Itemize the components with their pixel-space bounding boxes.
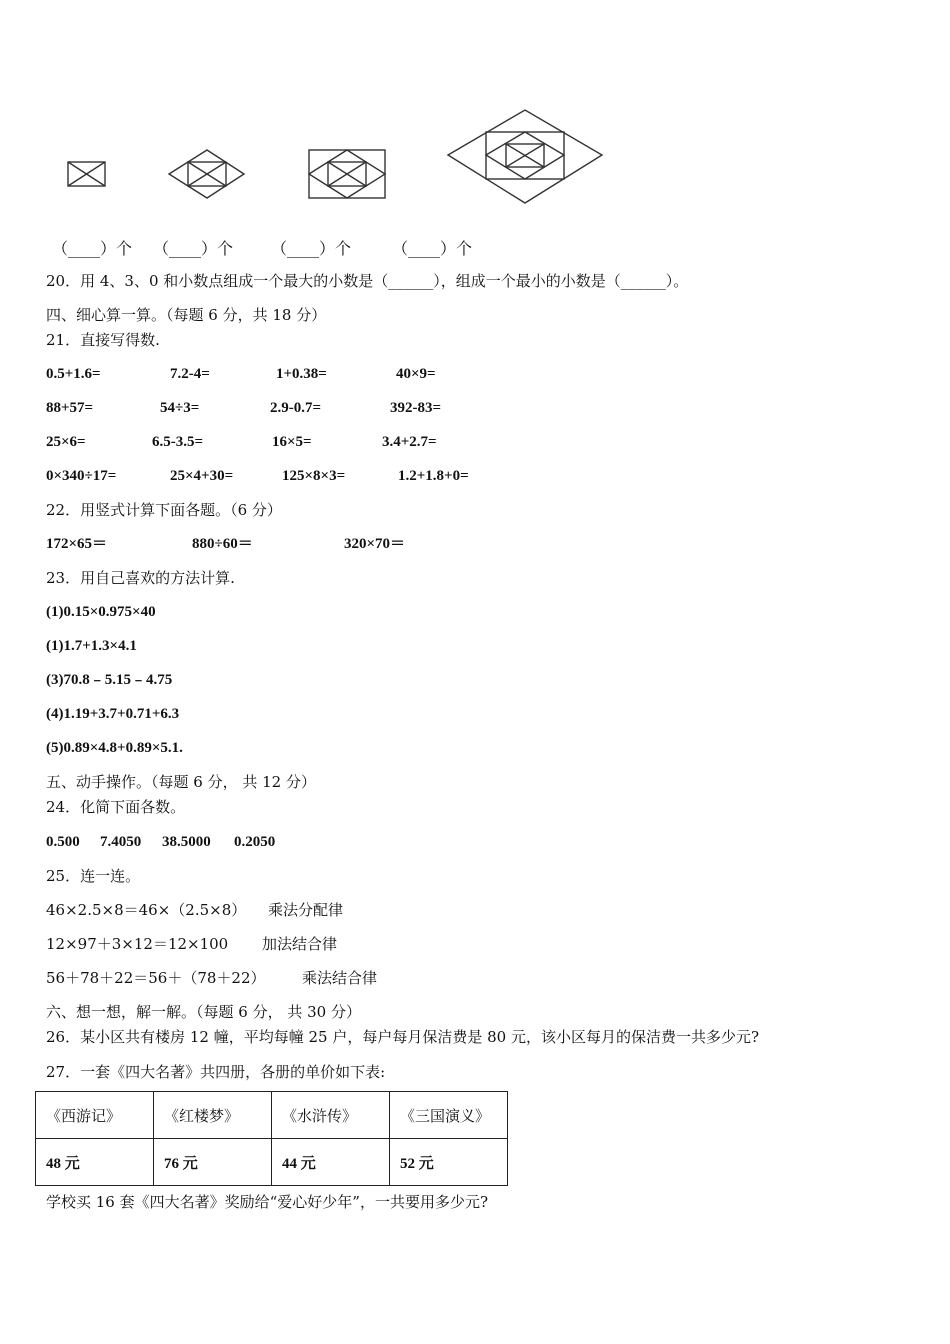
price-table-cell: 48 元 [36, 1139, 154, 1186]
question-26: 26．某小区共有楼房 12 幢，平均每幢 25 户，每户每月保洁费是 80 元，该小区每月的保洁费一共多少元? [46, 1028, 760, 1046]
q24-item: 0.2050 [234, 834, 276, 850]
q21-item: 7.2-4= [170, 366, 210, 382]
q24-item: 7.4050 [100, 834, 142, 850]
question-21-title: 21．直接写得数. [46, 331, 160, 349]
q24-item: 38.5000 [162, 834, 211, 850]
figure-2-blank: （____）个 [153, 239, 234, 258]
question-24-title: 24．化简下面各数。 [46, 798, 186, 816]
price-table-header: 《水浒传》 [272, 1092, 390, 1139]
q21-item: 40×9= [396, 366, 436, 382]
section-6-heading: 六、想一想，解一解。（每题 6 分， 共 30 分） [46, 1003, 361, 1021]
q21-item: 1.2+1.8+0= [398, 468, 469, 484]
q22-item: 880÷60＝ [192, 536, 253, 552]
figure-1-blank: （____）个 [52, 239, 133, 258]
price-table-header: 《红楼梦》 [154, 1092, 272, 1139]
q21-item: 88+57= [46, 400, 94, 416]
q23-item-5: (5)0.89×4.8+0.89×5.1. [46, 740, 183, 756]
q21-item: 1+0.38= [276, 366, 327, 382]
question-25-title: 25．连一连。 [46, 867, 141, 885]
question-27-prompt: 学校买 16 套《四大名著》奖励给“爱心好少年”，一共要用多少元? [46, 1193, 489, 1211]
q25-left-item: 46×2.5×8＝46×（2.5×8） [46, 901, 247, 919]
q21-item: 54÷3= [160, 400, 200, 416]
q23-item-3: (3)70.8﹣5.15﹣4.75 [46, 672, 173, 688]
q25-right-item: 乘法分配律 [268, 901, 344, 919]
q25-left-item: 56＋78＋22＝56＋（78＋22） [46, 969, 266, 987]
price-table-header: 《三国演义》 [390, 1092, 508, 1139]
q21-item: 392-83= [390, 400, 442, 416]
q25-left-item: 12×97＋3×12＝12×100 [46, 935, 229, 953]
q22-item: 172×65＝ [46, 536, 108, 552]
section-5-heading: 五、动手操作。（每题 6 分， 共 12 分） [46, 773, 316, 791]
price-table-cell: 52 元 [390, 1139, 508, 1186]
figure-2 [160, 140, 250, 205]
price-table-header: 《西游记》 [36, 1092, 154, 1139]
price-table-cell: 44 元 [272, 1139, 390, 1186]
q21-item: 0.5+1.6= [46, 366, 101, 382]
section-4-heading: 四、细心算一算。（每题 6 分，共 18 分） [46, 306, 327, 324]
q25-right-item: 加法结合律 [262, 935, 338, 953]
question-22-title: 22．用竖式计算下面各题。（6 分） [46, 501, 282, 519]
q21-item: 3.4+2.7= [382, 434, 437, 450]
q21-item: 25×6= [46, 434, 86, 450]
q23-item-1: (1)0.15×0.975×40 [46, 604, 156, 620]
q23-item-2: (1)1.7+1.3×4.1 [46, 638, 137, 654]
q21-item: 125×8×3= [282, 468, 346, 484]
q21-item: 16×5= [272, 434, 312, 450]
question-20: 20．用 4、3、0 和小数点组成一个最大的小数是（______），组成一个最小的小数是（______）。 [46, 272, 689, 290]
price-table-cell: 76 元 [154, 1139, 272, 1186]
q22-item: 320×70＝ [344, 536, 406, 552]
q23-item-4: (4)1.19+3.7+0.71+6.3 [46, 706, 180, 722]
q21-item: 2.9-0.7= [270, 400, 322, 416]
figure-4 [440, 103, 610, 208]
figure-1 [60, 150, 120, 195]
figure-3-blank: （____）个 [271, 239, 352, 258]
question-27-title: 27．一套《四大名著》共四册，各册的单价如下表: [46, 1063, 386, 1081]
q21-item: 6.5-3.5= [152, 434, 204, 450]
q21-item: 0×340÷17= [46, 468, 117, 484]
price-table [35, 1091, 508, 1186]
figure-3 [300, 140, 395, 205]
q24-item: 0.500 [46, 834, 80, 850]
figure-4-blank: （____）个 [392, 239, 473, 258]
q25-right-item: 乘法结合律 [302, 969, 378, 987]
question-23-title: 23．用自己喜欢的方法计算. [46, 569, 235, 587]
q21-item: 25×4+30= [170, 468, 234, 484]
